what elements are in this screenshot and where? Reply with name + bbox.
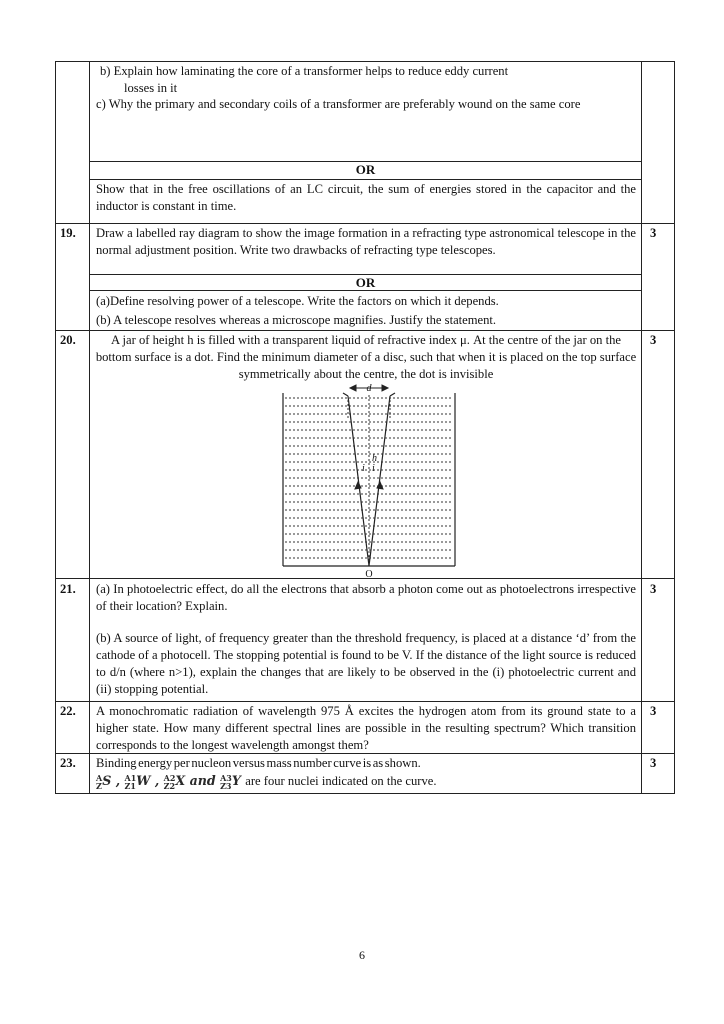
row-divider-22: [55, 701, 675, 702]
nucleus-w: A1 Z1 W: [124, 772, 151, 791]
row-divider-19: [55, 223, 675, 224]
q19-marks: 3: [650, 226, 657, 240]
table-border-left: [55, 61, 56, 793]
q22-text: A monochromatic radiation of wavelength 975 Å excites the hydrogen atom from its ground state to a higher state. How many different spectral lines are possible in the resulting spectrum? Which transition corresponds to the longest wavelength amongst them?: [96, 704, 636, 752]
nucleus-y: A3 Z3 Y: [220, 772, 241, 791]
question-number-22: 22.: [60, 704, 76, 718]
table-border-top: [55, 61, 675, 62]
q21-part-b: (b) A source of light, of frequency greater than the threshold frequency, is placed at a distance ‘d’ from the cathode of a photocell. The stopping potential is found to be V. If the distance of the light source is reduced to d/n (where n>1), explain the changes that are likely to be observed in the (i) photoelectric current and (ii) stopping potential.: [96, 631, 636, 696]
label-o: O: [365, 569, 373, 580]
q23-line2-tail: are four nuclei indicated on the curve.: [245, 774, 437, 788]
nucleus-list: A Z S , A1 Z1 W , A2 Z2 X and A3 Z3 Y: [96, 772, 241, 791]
q18-part-b-line2: losses in it: [124, 81, 178, 95]
q21-part-a: (a) In photoelectric effect, do all the electrons that absorb a photon come out as photoelectrons irrespective of their location? Explain.: [96, 582, 636, 613]
label-i-right: i: [372, 463, 375, 474]
q22-marks: 3: [650, 704, 657, 718]
q20-marks: 3: [650, 333, 657, 347]
q18-part-c: c) Why the primary and secondary coils of a transformer are preferably wound on the same core: [96, 97, 581, 111]
q23-line2: [96, 772, 641, 790]
table-border-bottom: [55, 793, 675, 794]
nucleus-s: A Z S: [96, 772, 112, 791]
question-number-23: 23.: [60, 756, 76, 770]
q18-part-b-line1: b) Explain how laminating the core of a transformer helps to reduce eddy current: [100, 64, 509, 78]
q19-alt-b: (b) A telescope resolves whereas a microscope magnifies. Justify the statement.: [96, 313, 497, 327]
row-divider-20: [55, 330, 675, 331]
q21-marks: 3: [650, 582, 657, 596]
q20-text: A jar of height h is filled with a transparent liquid of refractive index μ. At the centre of the jar on the bottom surface is a dot. Find the minimum diameter of a disc, such that when it is placed on the top surface symmetrically about the centre, the dot is invisible: [95, 333, 637, 381]
label-d: d: [366, 383, 372, 394]
row-divider-21: [55, 578, 675, 579]
q23-line1: Binding energy per nucleon versus mass number curve is as shown.: [96, 756, 421, 770]
page-number: 6: [359, 948, 365, 962]
q18-or-bottom: [89, 179, 642, 180]
q19-alt-a: (a)Define resolving power of a telescope. Write the factors on which it depends.: [96, 294, 499, 308]
nucleus-x: A2 Z2 X: [163, 772, 186, 791]
label-h: h: [372, 453, 377, 464]
question-number-19: 19.: [60, 226, 76, 240]
q23-marks: 3: [650, 756, 657, 770]
q19-text: Draw a labelled ray diagram to show the image formation in a refracting type astronomical telescope in the normal adjustment position. Write two drawbacks of refracting type telescopes.: [96, 226, 636, 257]
label-i-left: i: [362, 463, 365, 474]
question-number-20: 20.: [60, 333, 76, 347]
q18-alternative: Show that in the free oscillations of an LC circuit, the sum of energies stored in the capacitor and the inductor is constant in time.: [96, 182, 636, 213]
table-border-right: [674, 61, 675, 793]
q18-or-label: OR: [355, 162, 376, 177]
q19-or-label: OR: [355, 275, 376, 290]
question-number-21: 21.: [60, 582, 76, 596]
